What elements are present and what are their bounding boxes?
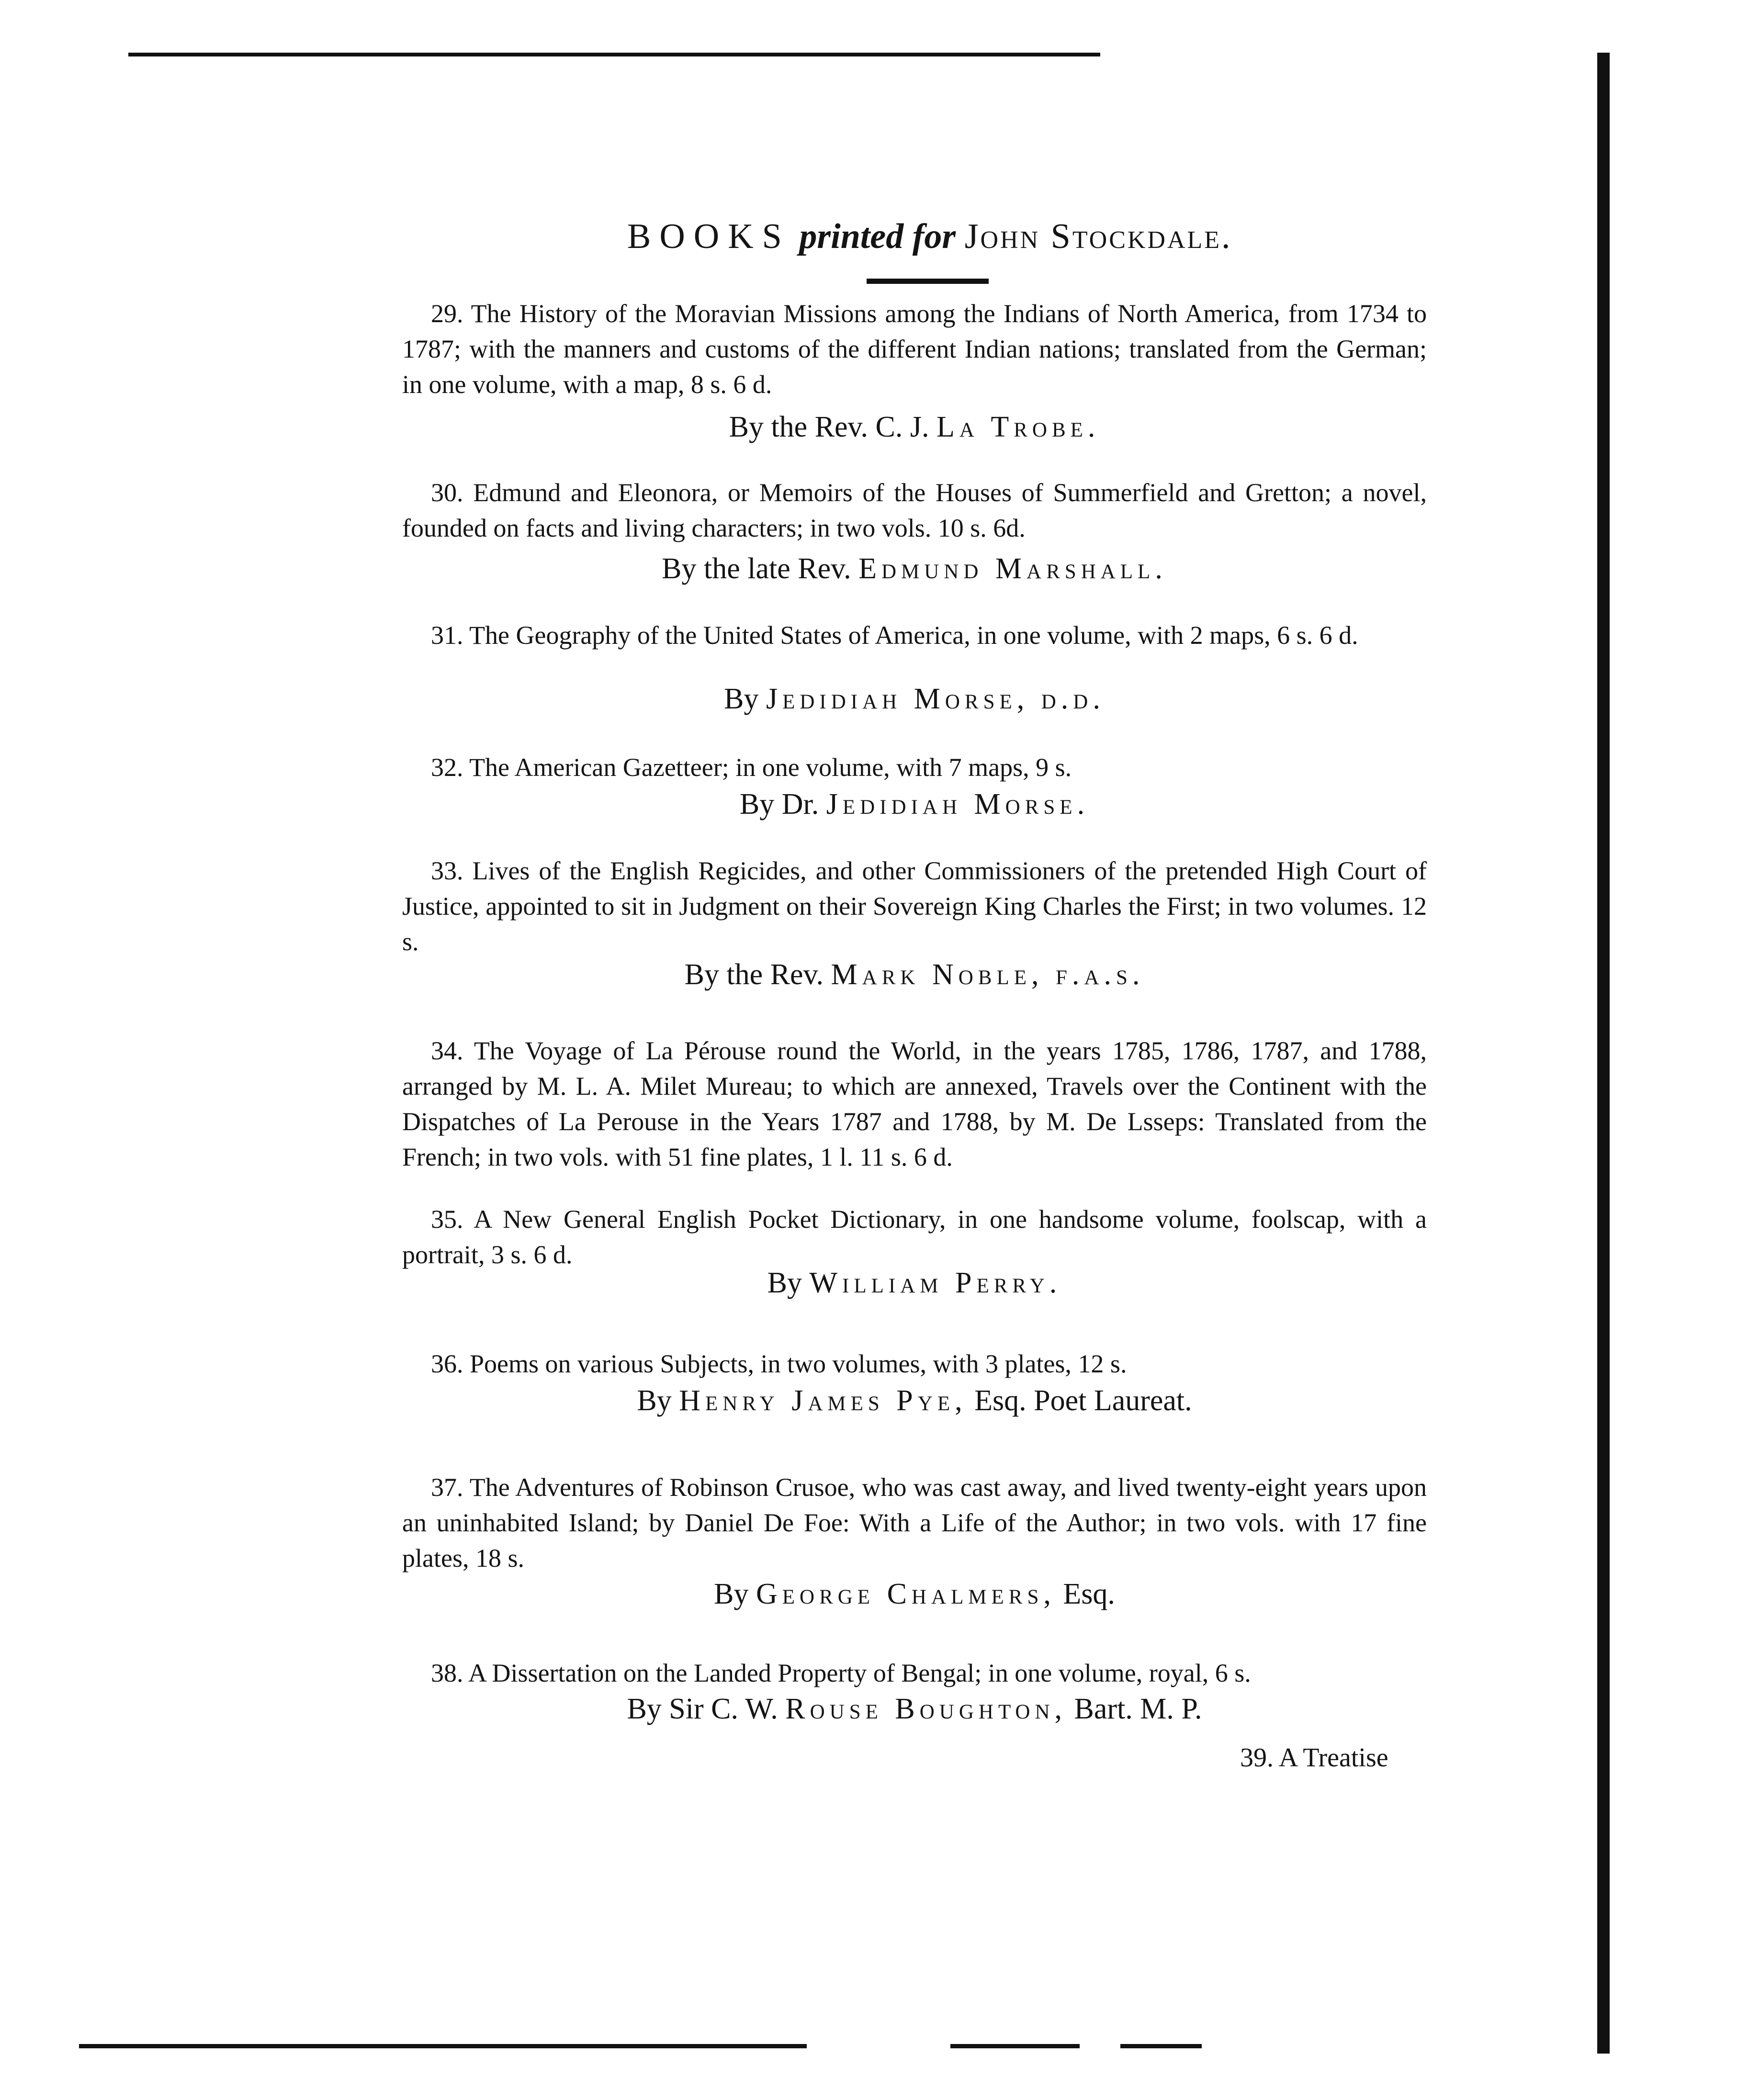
entry-text: 29. The History of the Moravian Missions among the Indians of North America, from 1734 to 1787; with the manners and customs of the different Indian nations; translated from the German; in one volume, with a map, 8 s. 6 d. — [402, 299, 1427, 399]
entry-author — [402, 785, 1427, 823]
catalogue-entry — [402, 475, 1427, 546]
page-edge-bar — [1597, 53, 1610, 2054]
catalogue-entry — [402, 1655, 1427, 1691]
author-name: Henry James Pye, — [679, 1384, 967, 1417]
author-name: Mark Noble, f.a.s. — [831, 958, 1145, 991]
entry-text: 31. The Geography of the United States of America, in one volume, with 2 maps, 6 s. 6 d. — [431, 621, 1358, 650]
author-name: George Chalmers, — [756, 1578, 1056, 1610]
entry-text: 37. The Adventures of Robinson Crusoe, who was cast away, and lived twenty-eight years upon an uninhabited Island; by Daniel De Foe: With a Life of the Author; in two vols. with 17 fine plates, 18 s. — [402, 1473, 1427, 1572]
entry-author — [402, 1690, 1427, 1728]
author-name: Rouse Boughton, — [785, 1693, 1067, 1725]
header-publisher: John Stockdale. — [964, 217, 1232, 256]
author-prefix: By — [767, 1267, 802, 1299]
author-prefix: By the Rev. C. J. — [729, 411, 929, 443]
header-printed-for: printed for — [799, 217, 956, 256]
catalogue-entry — [402, 1202, 1427, 1272]
entry-author — [402, 680, 1427, 718]
author-prefix: By the late Rev. — [662, 552, 851, 585]
top-rule — [128, 53, 1100, 56]
catalogue-entry — [402, 750, 1427, 785]
author-name: Jedidiah Morse, d.d. — [766, 683, 1105, 715]
author-name: La Trobe. — [936, 411, 1100, 443]
catalogue-entry — [402, 853, 1427, 959]
author-suffix: Bart. M. P. — [1074, 1693, 1202, 1725]
entry-text: 38. A Dissertation on the Landed Property of Bengal; in one volume, royal, 6 s. — [431, 1659, 1251, 1687]
header-rule — [867, 279, 989, 284]
author-name: William Perry. — [809, 1267, 1062, 1299]
entry-author — [402, 955, 1427, 994]
entry-text: 34. The Voyage of La Pérouse round the World, in the years 1785, 1786, 1787, and 1788, arranged by M. L. A. Milet Mureau; to which are annexed, Travels over the Continent with the Dispatches of La Perouse in the Years 1787 and 1788, by M. De Lsseps: Translated from the French; in two vols. with 51 fine plates, 1 l. 11 s. 6 d. — [402, 1036, 1427, 1171]
bottom-rule — [79, 2044, 807, 2048]
entry-author — [402, 1264, 1427, 1302]
page-header — [627, 216, 1250, 257]
author-prefix: By the Rev. — [684, 958, 824, 991]
entry-text: 33. Lives of the English Regicides, and other Commissioners of the pretended High Court of Justice, appointed to sit in Judgment on their Sovereign King Charles the First; in two volumes. 12 s. — [402, 856, 1427, 956]
author-prefix: By Sir C. W. — [627, 1693, 778, 1725]
catalogue-entry — [402, 618, 1427, 653]
entry-text: 35. A New General English Pocket Dictionary, in one handsome volume, foolscap, with a portrait, 3 s. 6 d. — [402, 1205, 1427, 1269]
catchword: 39. A Treatise — [1240, 1743, 1388, 1773]
catalogue-entry — [402, 1346, 1427, 1381]
author-name: Edmund Marshall. — [858, 552, 1167, 585]
entry-text: 32. The American Gazetteer; in one volume, with 7 maps, 9 s. — [431, 753, 1072, 782]
entry-author — [402, 408, 1427, 446]
author-prefix: By — [724, 683, 759, 715]
entry-author — [402, 1381, 1427, 1420]
author-suffix: Esq. — [1063, 1578, 1115, 1610]
entry-author — [402, 550, 1427, 588]
entry-text: 30. Edmund and Eleonora, or Memoirs of the Houses of Summerfield and Gretton; a novel, founded on facts and living characters; in two vols. 10 s. 6d. — [402, 478, 1427, 542]
entry-text: 36. Poems on various Subjects, in two volumes, with 3 plates, 12 s. — [431, 1349, 1127, 1378]
author-suffix: Esq. Poet Laureat. — [974, 1384, 1192, 1417]
author-prefix: By — [637, 1384, 672, 1417]
bottom-rule — [1120, 2044, 1202, 2048]
catalogue-entry — [402, 1033, 1427, 1175]
author-name: Jedidiah Morse. — [826, 788, 1090, 820]
author-prefix: By — [714, 1578, 749, 1610]
catalogue-entry — [402, 1470, 1427, 1576]
author-prefix: By Dr. — [739, 788, 819, 820]
bottom-rule — [950, 2044, 1080, 2048]
catalogue-entry — [402, 296, 1427, 402]
header-books: BOOKS — [627, 217, 790, 256]
entry-author — [402, 1575, 1427, 1613]
